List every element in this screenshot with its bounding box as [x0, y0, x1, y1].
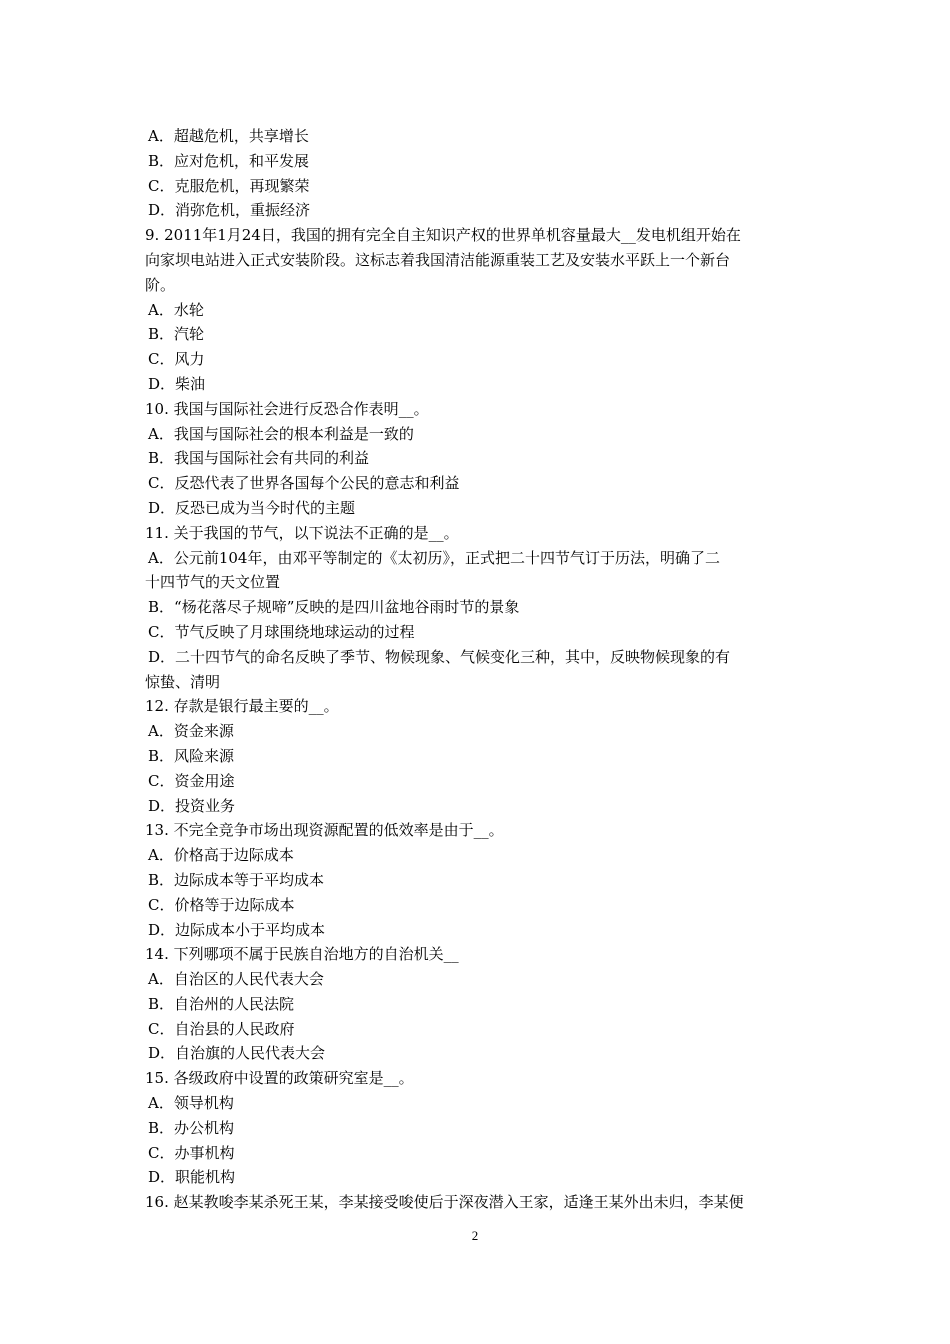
question-text-line: 9. 2011年1月24日，我国的拥有完全自主知识产权的世界单机容量最大__发电机组开始在 — [145, 226, 741, 245]
answer-option-line: C．克服危机，再现繁荣 — [148, 176, 310, 195]
page-number: 2 — [471, 1228, 479, 1243]
answer-option-line: D．反恐已成为当今时代的主题 — [148, 498, 356, 517]
question-text-line: 14. 下列哪项不属于民族自治地方的自治机关__ — [145, 945, 459, 964]
document-body — [145, 124, 810, 1215]
answer-option-line: B．风险来源 — [148, 746, 235, 765]
answer-option-line: A．自治区的人民代表大会 — [148, 970, 324, 989]
answer-option-line: B．自治州的人民法院 — [148, 994, 295, 1013]
answer-option-line: A．领导机构 — [148, 1094, 234, 1113]
answer-option-line: D．柴油 — [148, 374, 206, 393]
answer-option-line: A．价格高于边际成本 — [148, 846, 294, 865]
answer-option-line: C．节气反映了月球围绕地球运动的过程 — [148, 622, 415, 641]
question-text-line: 惊蛰、清明 — [145, 672, 221, 691]
answer-option-line: B．办公机构 — [148, 1118, 235, 1137]
answer-option-line: C．反恐代表了世界各国每个公民的意志和利益 — [148, 474, 460, 493]
answer-option-line: C．办事机构 — [148, 1143, 235, 1162]
answer-option-line: A．水轮 — [148, 300, 204, 319]
answer-option-line: A．公元前104年，由邓平等制定的《太初历》，正式把二十四节气订于历法，明确了二 — [148, 548, 720, 567]
answer-option-line: B．我国与国际社会有共同的利益 — [148, 449, 370, 468]
question-text-line: 16. 赵某教唆李某杀死王某，李某接受唆使后于深夜潜入王家，适逢王某外出未归，李某便 — [145, 1193, 744, 1212]
answer-option-line: C．资金用途 — [148, 771, 235, 790]
answer-option-line: C．价格等于边际成本 — [148, 895, 295, 914]
answer-option-line: B．汽轮 — [148, 325, 205, 344]
answer-option-line: C．风力 — [148, 350, 205, 369]
question-text-line: 十四节气的天文位置 — [145, 573, 281, 592]
answer-option-line: B．边际成本等于平均成本 — [148, 870, 325, 889]
answer-option-line: B．“杨花落尽子规啼”反映的是四川盆地谷雨时节的景象 — [148, 598, 520, 617]
question-text-line: 12. 存款是银行最主要的__。 — [145, 697, 339, 716]
answer-option-line: D．投资业务 — [148, 796, 236, 815]
answer-option-line: D．自治旗的人民代表大会 — [148, 1044, 326, 1063]
question-text-line: 向家坝电站进入正式安装阶段。这标志着我国清洁能源重装工艺及安装水平跃上一个新台 — [145, 250, 731, 269]
question-text-line: 15. 各级政府中设置的政策研究室是__。 — [145, 1069, 414, 1088]
answer-option-line: D．消弥危机，重振经济 — [148, 201, 311, 220]
question-text-line: 13. 不完全竞争市场出现资源配置的低效率是由于__。 — [145, 821, 504, 840]
question-text-line: 10. 我国与国际社会进行反恐合作表明__。 — [145, 399, 429, 418]
answer-option-line: D．边际成本小于平均成本 — [148, 920, 326, 939]
question-text-line: 阶。 — [145, 275, 176, 294]
question-text-line: 11. 关于我国的节气，以下说法不正确的是__。 — [145, 523, 459, 542]
answer-option-line: D．二十四节气的命名反映了季节、物候现象、气候变化三种，其中，反映物候现象的有 — [148, 647, 731, 666]
answer-option-line: A．我国与国际社会的根本利益是一致的 — [148, 424, 414, 443]
answer-option-line: A．资金来源 — [148, 722, 234, 741]
answer-option-line: D．职能机构 — [148, 1168, 236, 1187]
answer-option-line: A．超越危机，共享增长 — [148, 127, 309, 145]
answer-option-line: B．应对危机，和平发展 — [148, 151, 310, 170]
answer-option-line: C．自治县的人民政府 — [148, 1019, 295, 1038]
